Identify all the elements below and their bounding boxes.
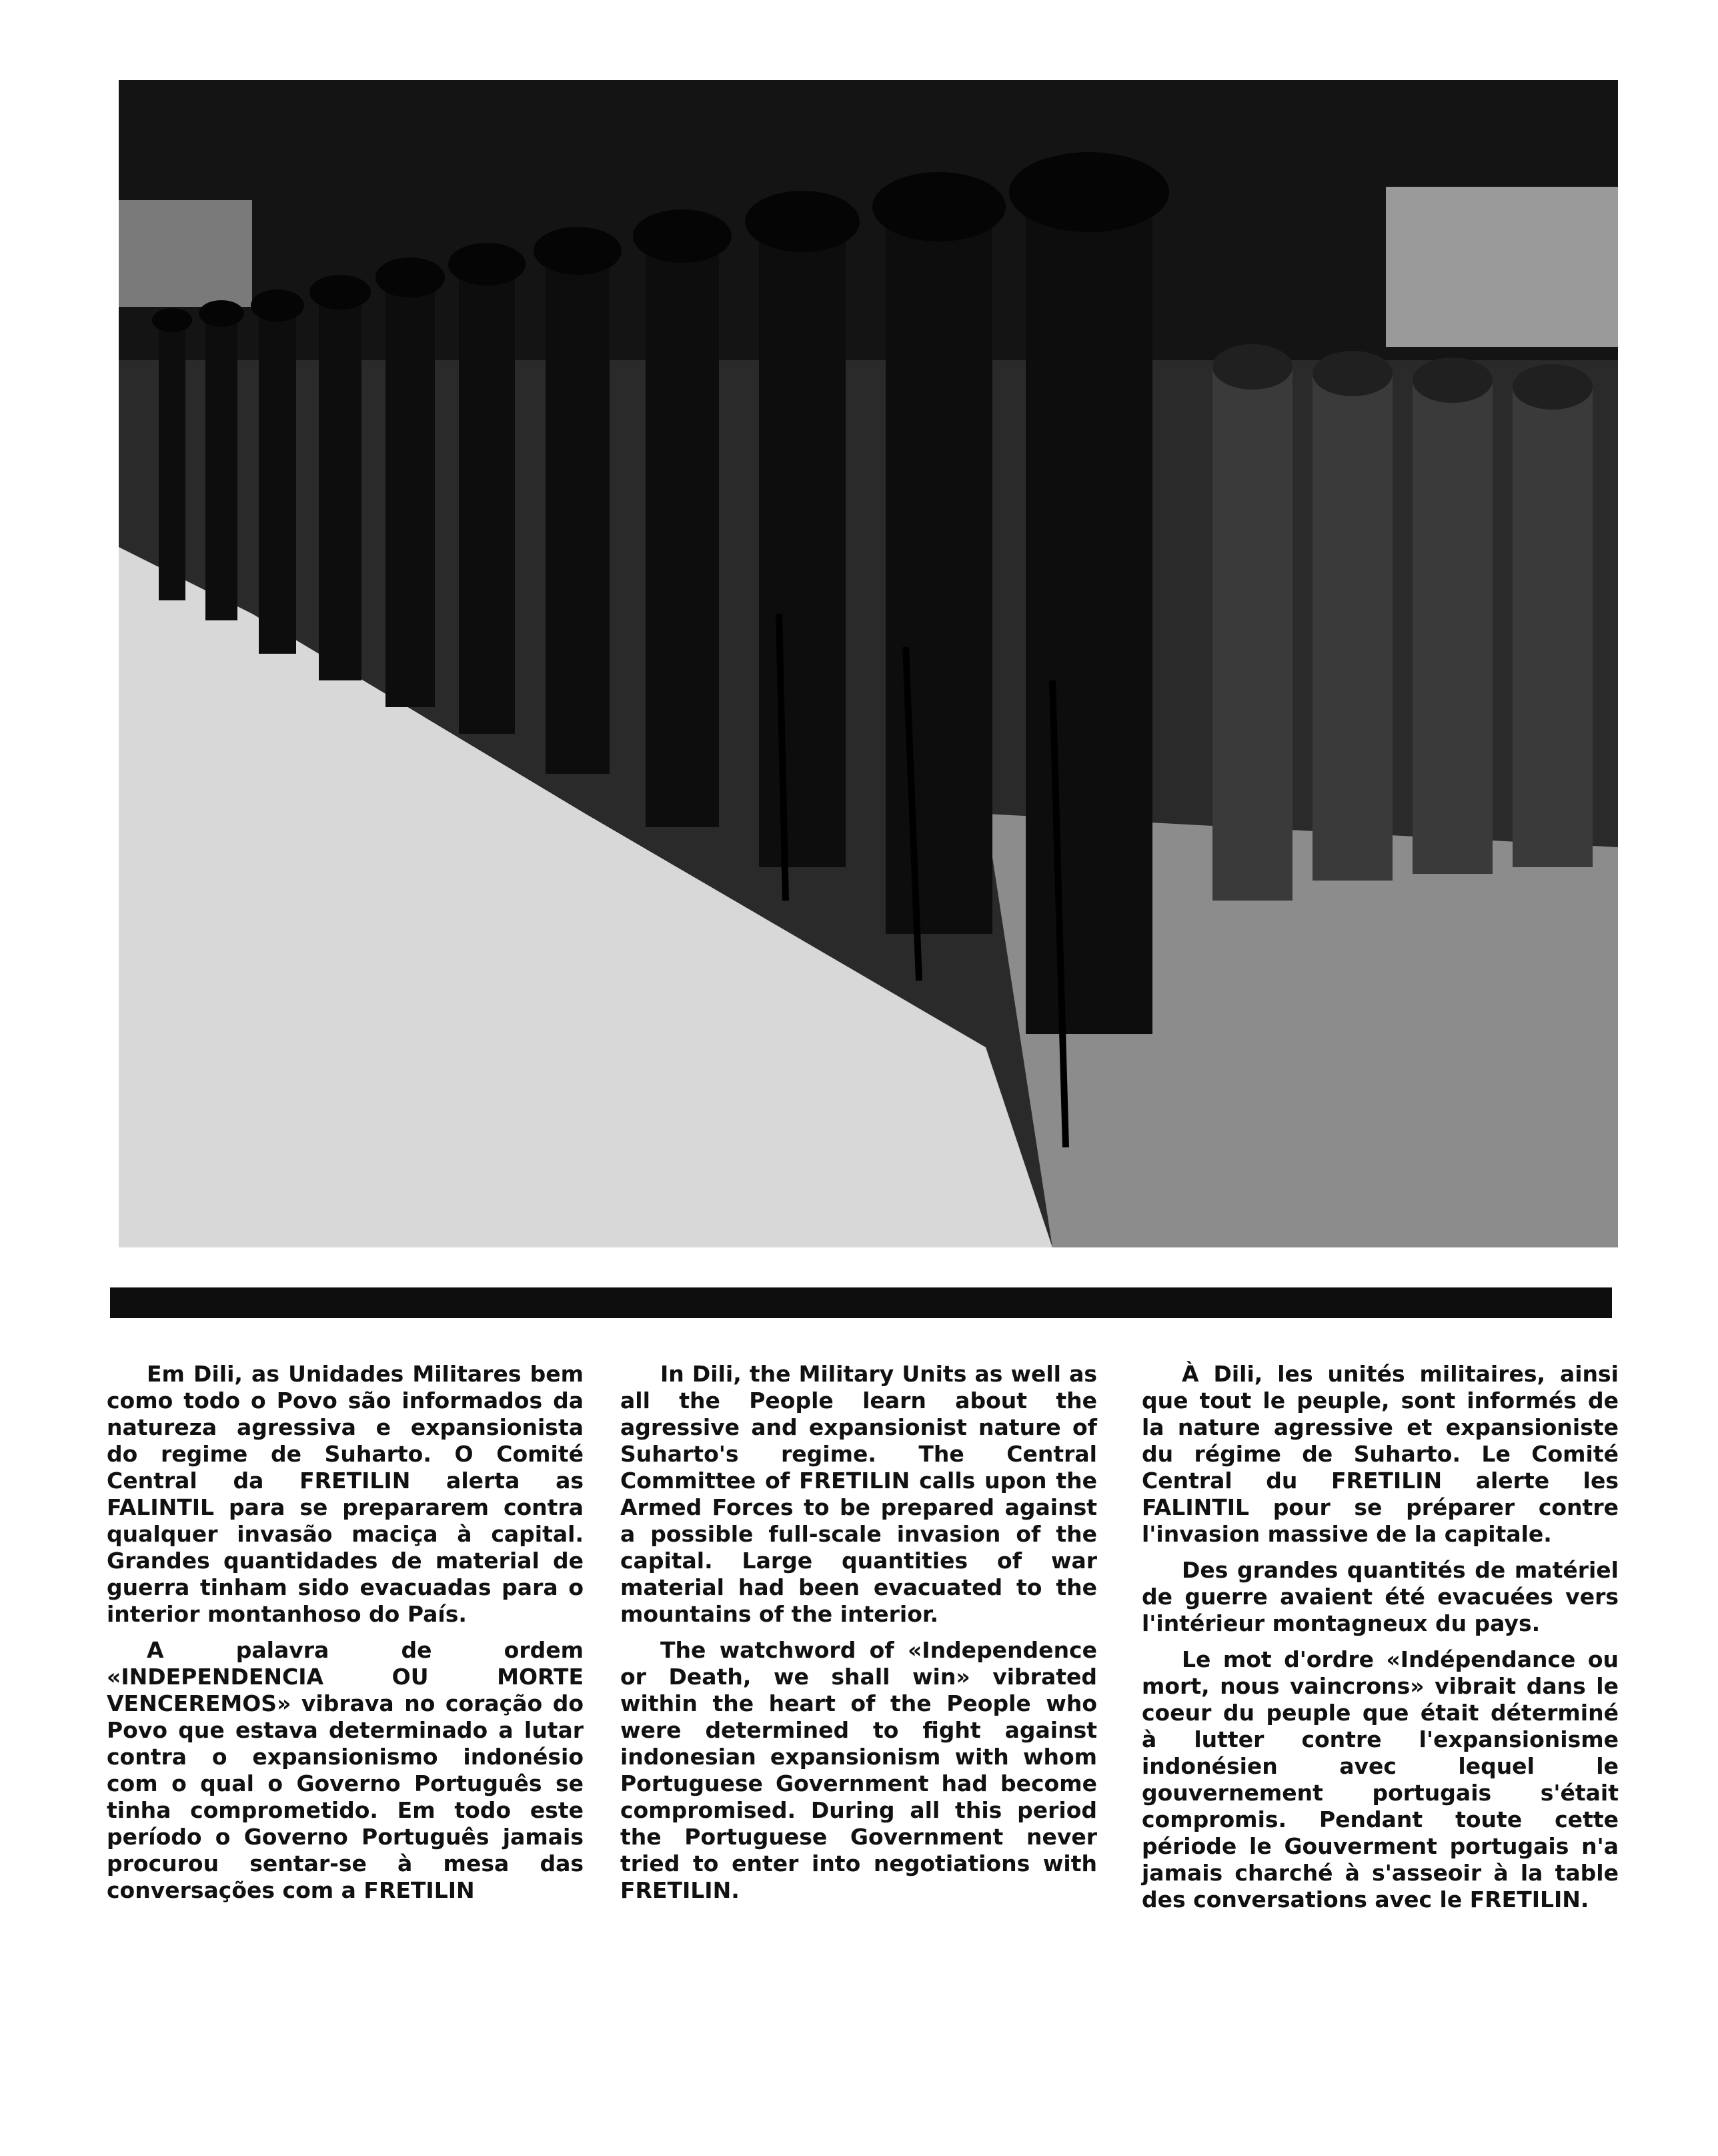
soldiers-in-formation-photo (119, 80, 1618, 1247)
section-divider-bar (110, 1287, 1612, 1318)
portuguese-paragraph-1: Em Dili, as Unidades Militares bem como todo o Povo são informados da natureza agressiva e expansionista do regime de Suharto. O Comité Central da FRETILIN alerta as FALINTIL para se prepararem contra qualquer invasão maciça à capital. Grandes quantidades de material de guerra tinham sido evacuadas para o interior montanhoso do País. (107, 1361, 584, 1627)
portuguese-paragraph-2: A palavra de ordem «INDEPENDENCIA OU MORTE VENCEREMOS» vibrava no coração do Povo que estava determinado a lutar contra o expansionismo indonésio com o qual o Governo Português se tinha comprometido. Em todo este período o Governo Português jamais procurou sentar-se à mesa das conversações com a FRETILIN (107, 1637, 584, 1903)
portuguese-text-column (107, 1361, 584, 1904)
french-paragraph-2: Des grandes quantités de matériel de guerre avaient été evacuées vers l'intérieur montagneux du pays. (1142, 1557, 1619, 1636)
french-paragraph-1: À Dili, les unités militaires, ainsi que tout le peuple, sont informés de la nature agressive et expansioniste du régime de Suharto. Le Comité Central du FRETILIN alerte les FALINTIL pour se préparer contre l'invasion massive de la capitale. (1142, 1361, 1619, 1547)
english-paragraph-2: The watchword of «Independence or Death, we shall win» vibrated within the heart of the People who were determined to fight against indonesian expansionism with whom Portuguese Government had become compromised. During all this period the Portuguese Government never tried to enter into negotiations with FRETILIN. (620, 1637, 1097, 1903)
french-paragraph-3: Le mot d'ordre «Indépendance ou mort, nous vaincrons» vibrait dans le coeur du peuple que était déterminé à lutter contre l'expansionisme indonésien avec lequel le gouvernement portugais s'était compromis. Pendant toute cette période le Gouverment portugais n'a jamais charché à s'asseoir à la table des conversations avec le FRETILIN. (1142, 1646, 1619, 1913)
english-text-column (620, 1361, 1097, 1904)
french-text-column (1142, 1361, 1619, 1913)
soldiers-in-formation-icon (119, 80, 1618, 1247)
english-paragraph-1: In Dili, the Military Units as well as all the People learn about the agressive and expansionist nature of Suharto's regime. The Central Committee of FRETILIN calls upon the Armed Forces to be prepared against a possible full-scale invasion of the capital. Large quantities of war material had been evacuated to the mountains of the interior. (620, 1361, 1097, 1627)
